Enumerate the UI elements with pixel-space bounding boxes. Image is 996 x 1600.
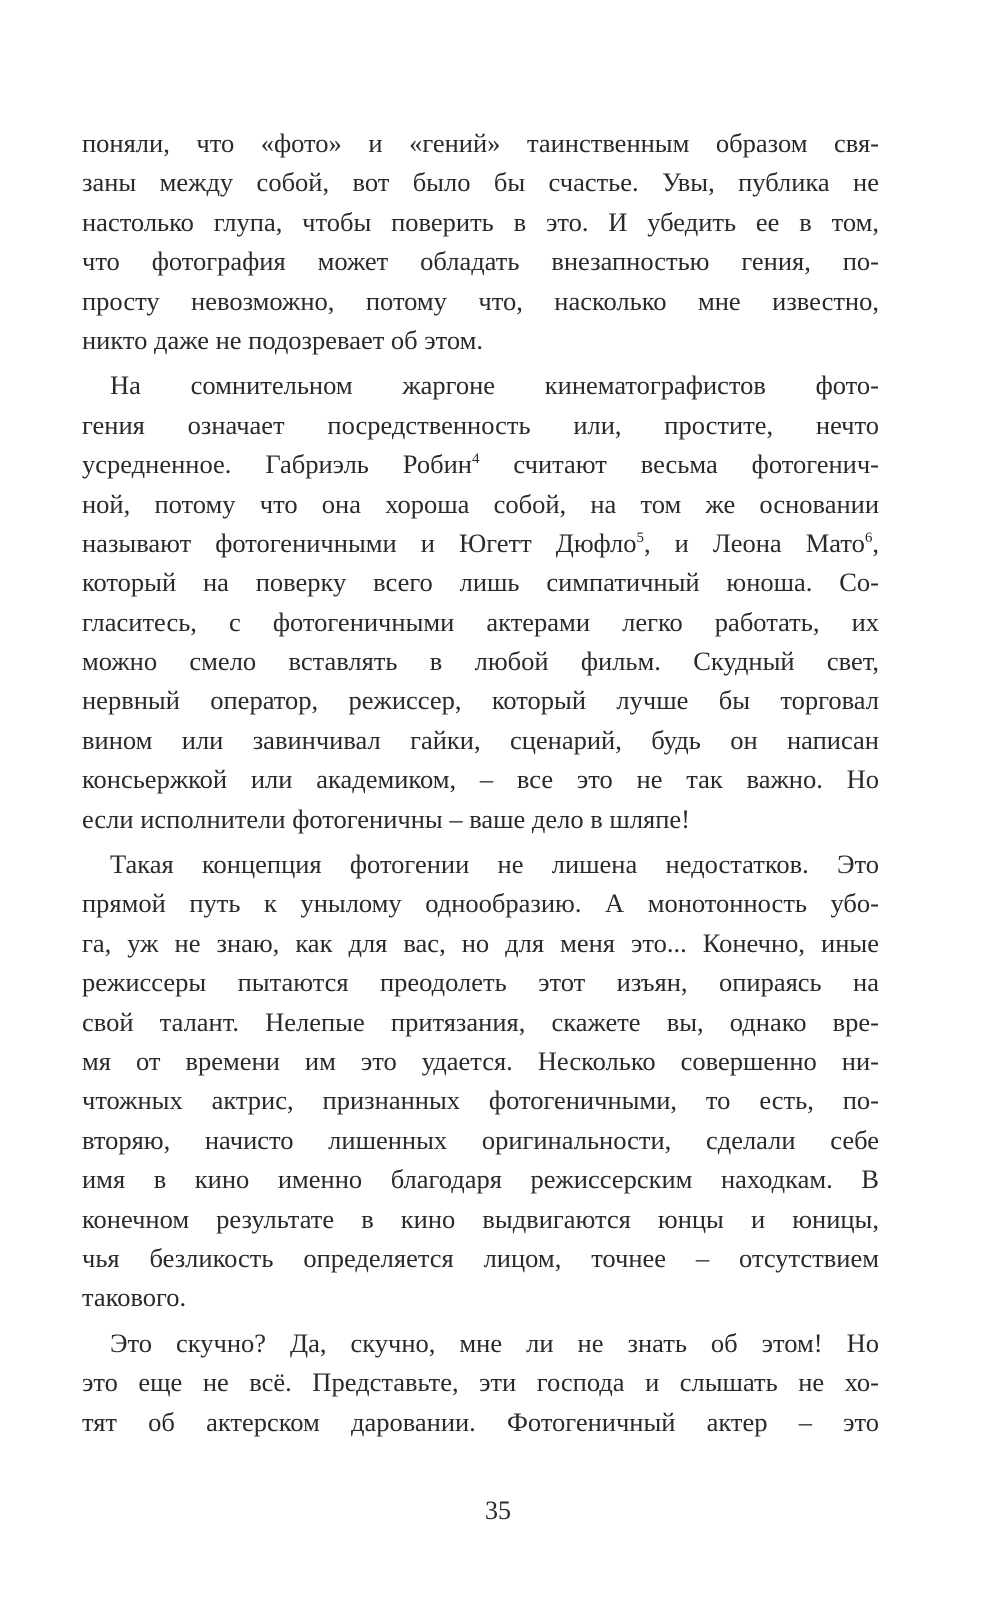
text-line: Это скучно? Да, скучно, мне ли не знать об этом! Но	[110, 1327, 879, 1358]
text-line: Такая концепция фотогении не лишена недостатков. Это	[110, 849, 879, 880]
text-fragment: считают весьма фотогенич-	[479, 449, 880, 480]
text-line: который на поверку всего лишь симпатичный юноша. Со-	[82, 567, 879, 598]
text-line: просту невозможно, потому что, насколько мне известно,	[82, 285, 879, 316]
text-line: такового.	[82, 1282, 187, 1313]
text-line: имя в кино именно благодаря режиссерским находкам. В	[82, 1164, 879, 1195]
text-fragment: ,	[872, 527, 879, 558]
text-line: тят об актерском даровании. Фотогеничный актер – это	[82, 1406, 879, 1437]
paragraph	[82, 124, 879, 360]
text-line: ной, потому что она хороша собой, на том же основании	[82, 488, 879, 519]
text-line: чья безликость определяется лицом, точнее – отсутствием	[82, 1242, 879, 1273]
text-line: прямой путь к унылому однообразию. А монотонность убо-	[82, 888, 879, 919]
text-line: консьержкой или академиком, – все это не так важно. Но	[82, 764, 879, 795]
text-line: нервный оператор, режиссер, который лучше бы торговал	[82, 685, 879, 716]
text-line: что фотография может обладать внезапностью гения, по-	[82, 246, 879, 277]
text-line: На сомнительном жаргоне кинематографистов фото-	[110, 370, 879, 401]
text-line: поняли, что «фото» и «гений» таинственным образом свя-	[82, 128, 879, 158]
paragraph	[82, 845, 879, 1318]
text-line	[82, 445, 879, 484]
text-line: настолько глупа, чтобы поверить в это. И убедить ее в том,	[82, 206, 879, 237]
paragraph	[82, 366, 879, 839]
text-fragment: называют фотогеничными и Югетт Дюфло	[82, 527, 637, 558]
text-fragment: , и Леона Мато	[643, 527, 865, 558]
text-fragment: усредненное. Габриэль Робин	[82, 449, 472, 480]
footnote-marker[interactable]: 4	[471, 451, 480, 468]
text-line: свой талант. Нелепые притязания, скажете вы, однако вре-	[82, 1006, 879, 1037]
text-line: это еще не всё. Представьте, эти господа и слышать не хо-	[82, 1367, 879, 1398]
text-line: можно смело вставлять в любой фильм. Скудный свет,	[82, 646, 879, 677]
page-number: 35	[485, 1496, 511, 1525]
text-line: никто даже не подозревает об этом.	[82, 324, 484, 355]
text-line: заны между собой, вот было бы счастье. Увы, публика не	[82, 167, 879, 198]
text-line: вторяю, начисто лишенных оригинальности, сделали себе	[82, 1124, 879, 1155]
text-line: гласитесь, с фотогеничными актерами легко работать, их	[82, 606, 879, 637]
paragraph	[82, 1324, 879, 1442]
text-line: конечном результате в кино выдвигаются юнцы и юницы,	[82, 1203, 879, 1234]
footnote-marker[interactable]: 6	[864, 529, 873, 546]
text-line: режиссеры пытаются преодолеть этот изъян, опираясь на	[82, 967, 879, 998]
text-line: если исполнители фотогеничны – ваше дело в шляпе!	[82, 803, 690, 834]
text-line: вином или завинчивал гайки, сценарий, будь он написан	[82, 724, 879, 755]
text-line: гения означает посредственность или, простите, нечто	[82, 409, 879, 440]
text-line: га, уж не знаю, как для вас, но для меня это... Конечно, иные	[82, 927, 879, 958]
body-text	[82, 124, 879, 1442]
footnote-marker[interactable]: 5	[636, 529, 644, 546]
text-line: чтожных актрис, признанных фотогеничными, то есть, по-	[82, 1085, 879, 1116]
text-line	[82, 524, 879, 563]
text-line: мя от времени им это удается. Несколько совершенно ни-	[82, 1045, 879, 1076]
